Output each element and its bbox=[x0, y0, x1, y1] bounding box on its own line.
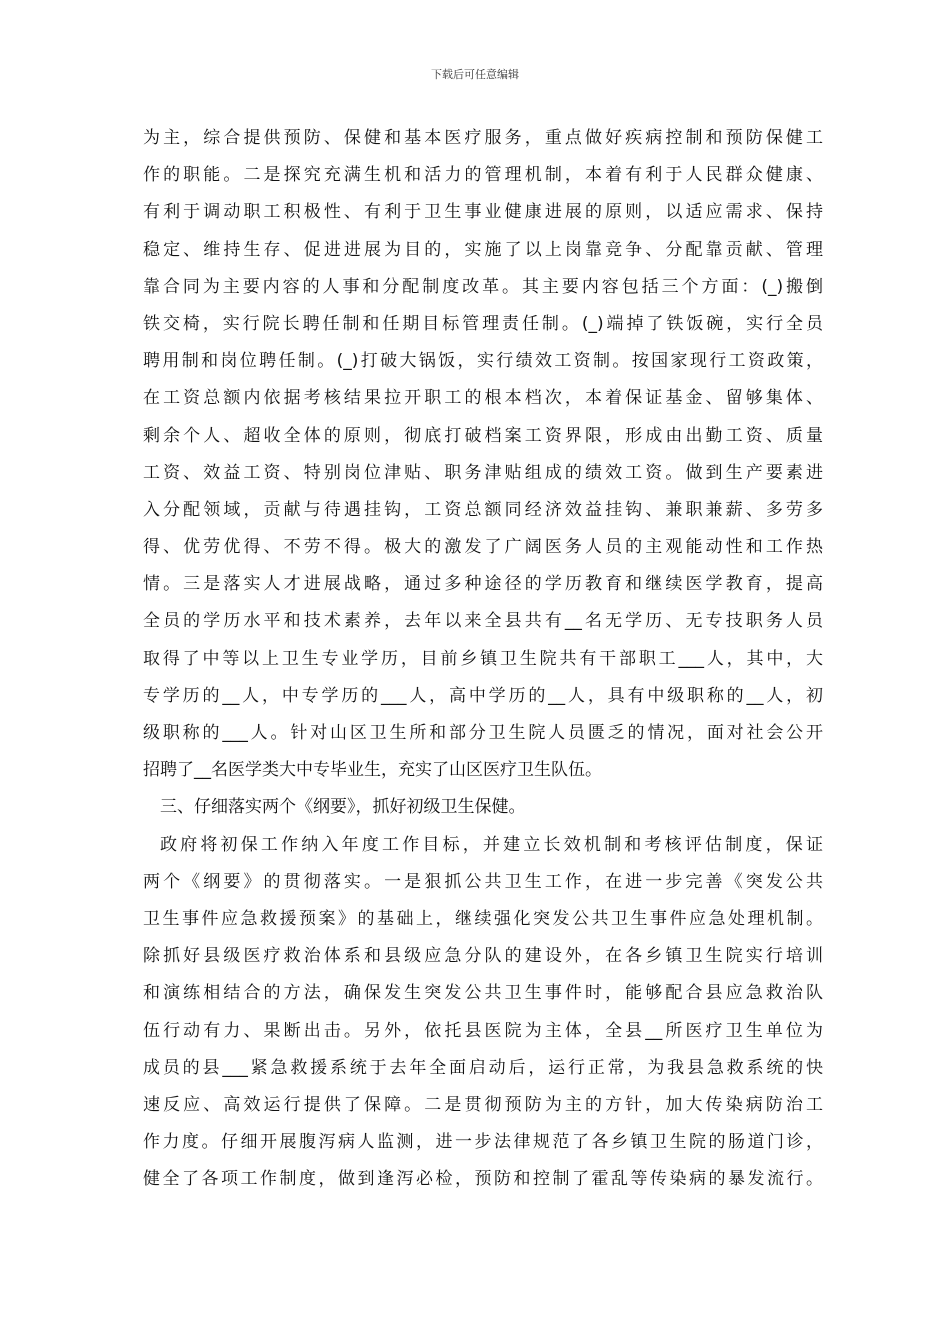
text-line: 入分配领域，贡献与待遇挂钩，工资总额同经济效益挂钩、兼职兼薪、多劳多 bbox=[143, 499, 823, 520]
text-line: 在工资总额内依据考核结果拉开职工的根本档次，本着保证基金、留够集体、 bbox=[143, 388, 823, 409]
text-line: 健全了各项工作制度，做到逢泻必检，预防和控制了霍乱等传染病的暴发流行。 bbox=[143, 1169, 823, 1190]
text-line: 为主，综合提供预防、保健和基本医疗服务，重点做好疾病控制和预防保健工 bbox=[143, 128, 823, 148]
section-heading: 三、仔细落实两个《纲要》，抓好初级卫生保健。 bbox=[160, 797, 526, 818]
text-line: 取得了中等以上卫生专业学历，目前乡镇卫生院共有干部职工___人，其中，大 bbox=[143, 648, 823, 669]
text-line: 稳定、维持生存、促进进展为目的，实施了以上岗靠竞争、分配靠贡献、管理 bbox=[143, 239, 823, 260]
text-line: 卫生事件应急救援预案》的基础上，继续强化突发公共卫生事件应急处理机制。 bbox=[143, 908, 823, 929]
text-line: 工资、效益工资、特别岗位津贴、职务津贴组成的绩效工资。做到生产要素进 bbox=[143, 462, 823, 483]
text-line: 情。三是落实人才进展战略，通过多种途径的学历教育和继续医学教育，提高 bbox=[143, 574, 823, 595]
page-header: 下载后可任意编辑 bbox=[431, 68, 519, 81]
text-line: 作的职能。二是探究充满生机和活力的管理机制，本着有利于人民群众健康、 bbox=[143, 165, 823, 186]
text-line: 全员的学历水平和技术素养，去年以来全县共有__名无学历、无专技职务人员 bbox=[143, 611, 823, 632]
text-line: 速反应、高效运行提供了保障。二是贯彻预防为主的方针，加大传染病防治工 bbox=[143, 1094, 823, 1115]
text-line: 政府将初保工作纳入年度工作目标，并建立长效机制和考核评估制度，保证 bbox=[160, 834, 823, 855]
text-line: 剩余个人、超收全体的原则，彻底打破档案工资界限，形成由出勤工资、质量 bbox=[143, 425, 823, 446]
text-line: 伍行动有力、果断出击。另外，依托县医院为主体，全县__所医疗卫生单位为 bbox=[143, 1020, 823, 1041]
text-line: 有利于调动职工积极性、有利于卫生事业健康进展的原则，以适应需求、保持 bbox=[143, 202, 823, 223]
text-line: 专学历的__人，中专学历的___人，高中学历的__人，具有中级职称的__人，初 bbox=[143, 685, 823, 706]
text-line: 除抓好县级医疗救治体系和县级应急分队的建设外，在各乡镇卫生院实行培训 bbox=[143, 946, 823, 967]
text-line: 级职称的___人。针对山区卫生所和部分卫生院人员匮乏的情况，面对社会公开 bbox=[143, 723, 823, 743]
text-line: 招聘了__名医学类大中专毕业生，充实了山区医疗卫生队伍。 bbox=[143, 760, 602, 781]
text-line: 聘用制和岗位聘任制。(_)打破大锅饭，实行绩效工资制。按国家现行工资政策， bbox=[143, 351, 823, 372]
text-line: 铁交椅，实行院长聘任制和任期目标管理责任制。(_)端掉了铁饭碗，实行全员 bbox=[143, 313, 823, 334]
text-line: 作力度。仔细开展腹泻病人监测，进一步法律规范了各乡镇卫生院的肠道门诊， bbox=[143, 1132, 823, 1153]
text-line: 成员的县___紧急救援系统于去年全面启动后，运行正常，为我县急救系统的快 bbox=[143, 1057, 823, 1078]
text-line: 靠合同为主要内容的人事和分配制度改革。其主要内容包括三个方面：(_)搬倒 bbox=[143, 276, 823, 297]
document-body bbox=[143, 120, 823, 1198]
text-line: 两个《纲要》的贯彻落实。一是狠抓公共卫生工作，在进一步完善《突发公共 bbox=[143, 871, 823, 892]
text-line: 和演练相结合的方法，确保发生突发公共卫生事件时，能够配合县应急救治队 bbox=[143, 983, 823, 1004]
text-line: 得、优劳优得、不劳不得。极大的激发了广阔医务人员的主观能动性和工作热 bbox=[143, 537, 823, 558]
